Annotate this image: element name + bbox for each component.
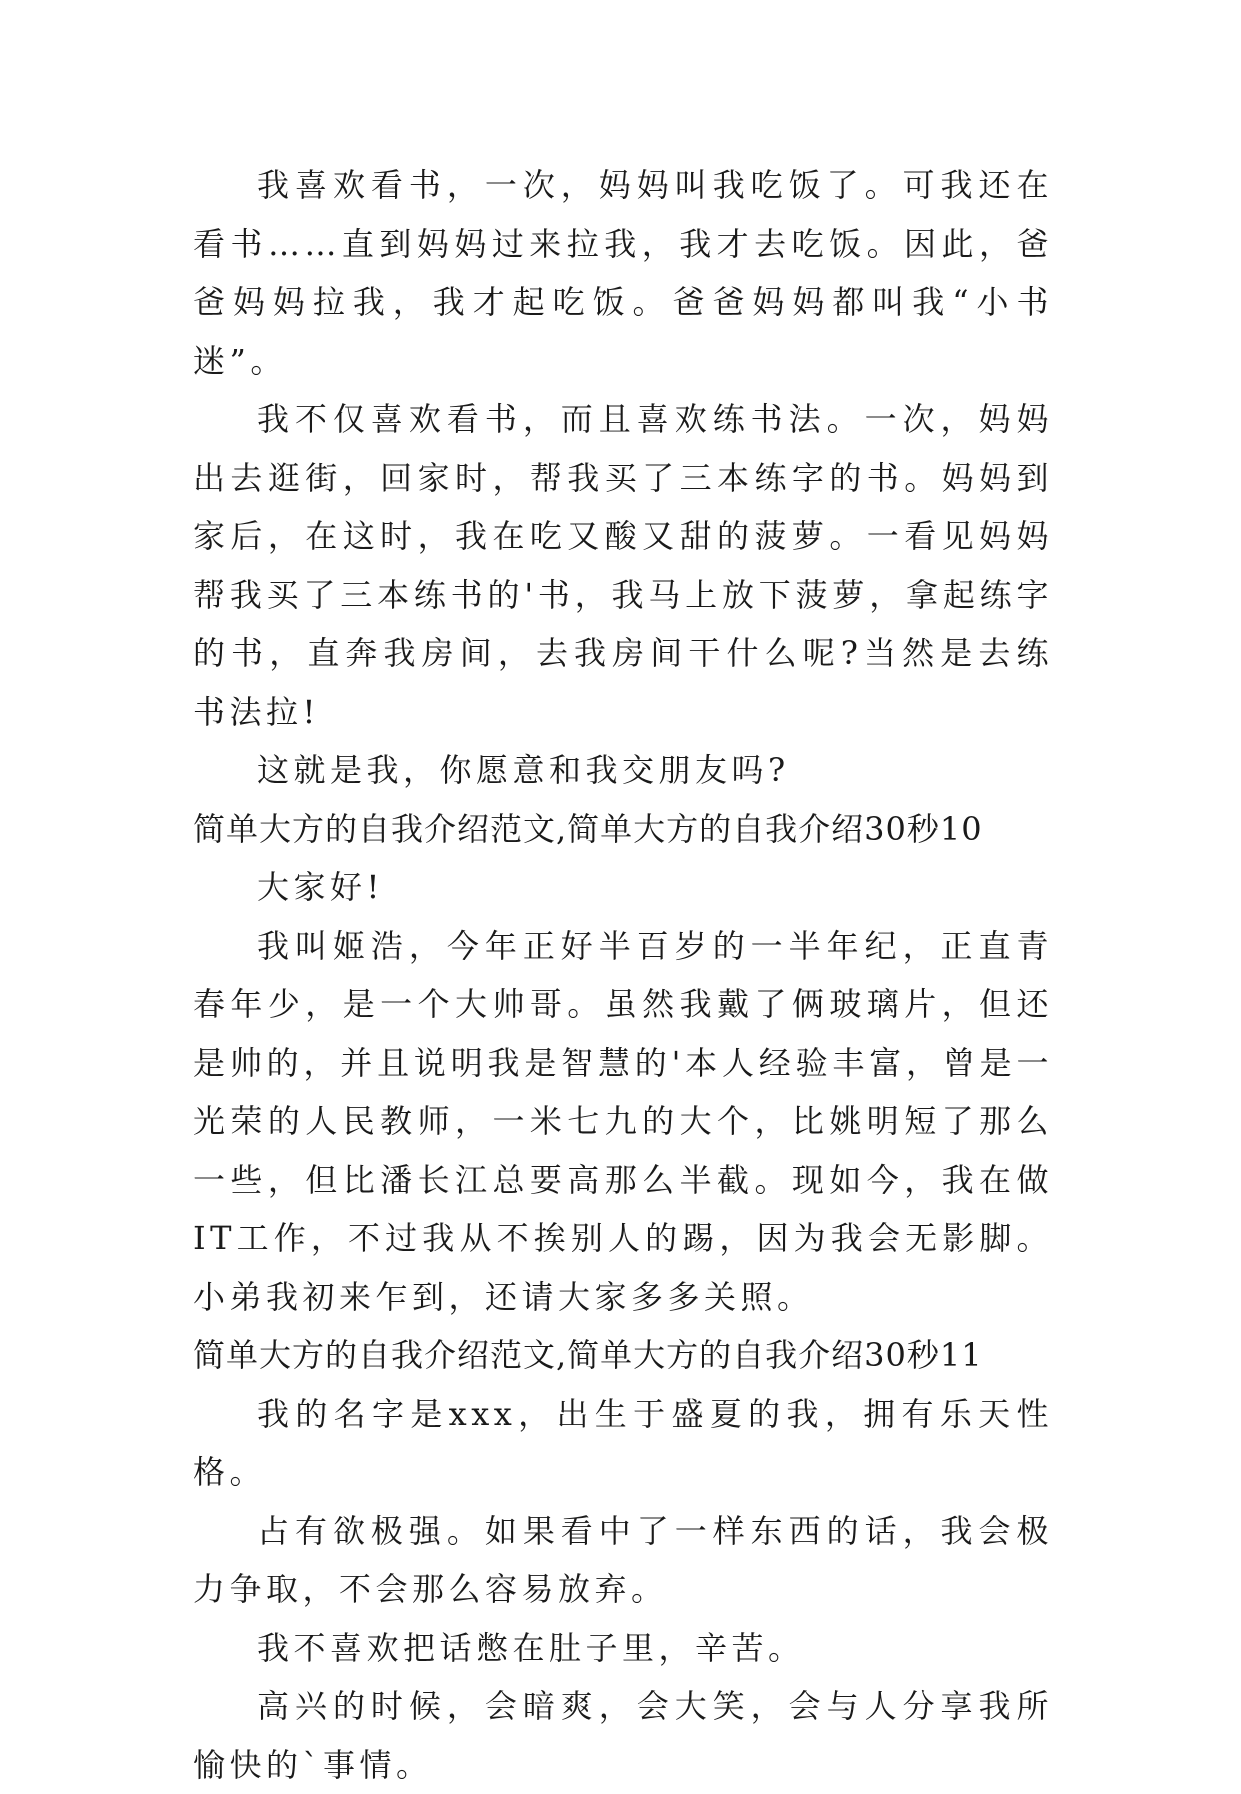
section-heading: 简单大方的自我介绍范文,简单大方的自我介绍30秒11 bbox=[193, 1336, 983, 1374]
paragraph: 我叫姬浩，今年正好半百岁的一半年纪，正直青春年少，是一个大帅哥。虽然我戴了俩玻璃片，但还是帅的，并且说明我是智慧的'本人经验丰富，曾是一光荣的人民教师，一米七九的大个，比姚明短了那么一些，但比潘长江总要高那么半截。现如今，我在做IT工作，不过我从不挨别人的踢，因为我会无影脚。小弟我初来乍到，还请大家多多关照。 bbox=[193, 926, 1053, 1316]
paragraph: 我喜欢看书，一次，妈妈叫我吃饭了。可我还在看书……直到妈妈过来拉我，我才去吃饭。因此，爸爸妈妈拉我，我才起吃饭。爸爸妈妈都叫我“小书迷”。 bbox=[193, 166, 1053, 380]
section-heading: 简单大方的自我介绍范文,简单大方的自我介绍30秒10 bbox=[193, 809, 983, 848]
paragraph: 大家好! bbox=[257, 868, 384, 906]
paragraph: 我的名字是xxx，出生于盛夏的我，拥有乐天性格。 bbox=[193, 1394, 1053, 1491]
paragraph: 我不仅喜欢看书，而且喜欢练书法。一次，妈妈出去逛街，回家时，帮我买了三本练字的书。妈妈到家后，在这时，我在吃又酸又甜的菠萝。一看见妈妈帮我买了三本练书的'书，我马上放下菠萝，拿起练字的书，直奔我房间，去我房间干什么呢?当然是去练书法拉! bbox=[193, 400, 1053, 731]
paragraph: 占有欲极强。如果看中了一样东西的话，我会极力争取，不会那么容易放弃。 bbox=[193, 1511, 1053, 1608]
paragraph: 这就是我，你愿意和我交朋友吗? bbox=[257, 751, 790, 789]
document-page bbox=[193, 156, 1053, 1794]
paragraph: 高兴的时候，会暗爽，会大笑，会与人分享我所愉快的`事情。 bbox=[193, 1687, 1053, 1784]
paragraph: 我不喜欢把话憋在肚子里，辛苦。 bbox=[257, 1628, 805, 1667]
